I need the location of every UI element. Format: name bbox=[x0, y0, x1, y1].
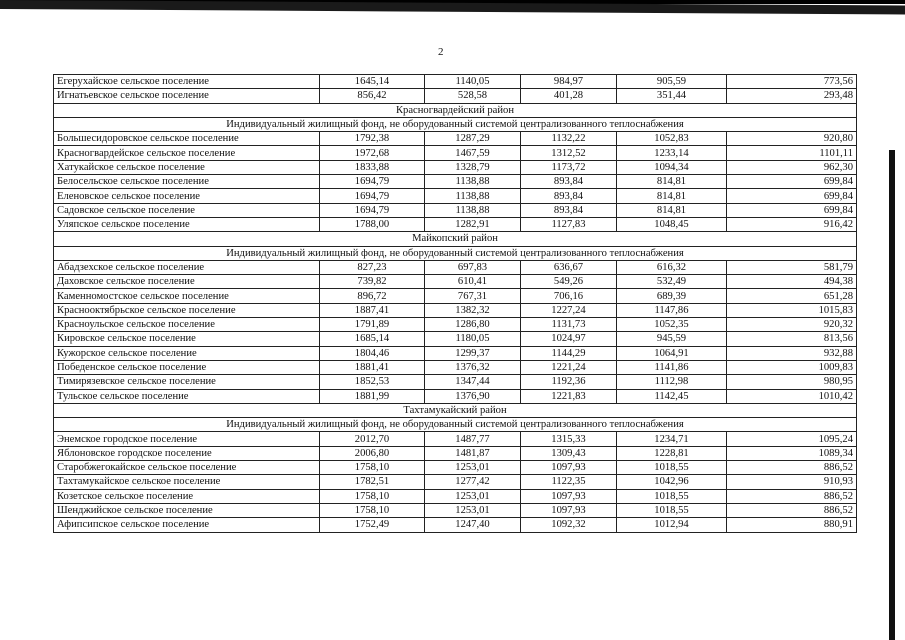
table-row bbox=[54, 518, 857, 532]
value-cell: 893,84 bbox=[521, 175, 617, 189]
value-cell: 1234,71 bbox=[617, 432, 727, 446]
settlement-name: Егерухайское сельское поселение bbox=[54, 75, 320, 89]
value-cell: 1180,05 bbox=[425, 332, 521, 346]
value-cell: 1347,44 bbox=[425, 375, 521, 389]
settlement-name: Энемское городское поселение bbox=[54, 432, 320, 446]
section-header: Тахтамукайский район bbox=[54, 403, 857, 417]
value-cell: 1147,86 bbox=[617, 303, 727, 317]
value-cell: 1228,81 bbox=[617, 446, 727, 460]
settlement-name: Абадзехское сельское поселение bbox=[54, 260, 320, 274]
settlement-name: Краснооктябрьское сельское поселение bbox=[54, 303, 320, 317]
table-row bbox=[54, 461, 857, 475]
settlement-name: Афипсипское сельское поселение bbox=[54, 518, 320, 532]
value-cell: 1299,37 bbox=[425, 346, 521, 360]
value-cell: 699,84 bbox=[727, 203, 857, 217]
value-cell: 1112,98 bbox=[617, 375, 727, 389]
section-header-row bbox=[54, 246, 857, 260]
value-cell: 1852,53 bbox=[320, 375, 425, 389]
settlement-name: Игнатьевское сельское поселение bbox=[54, 89, 320, 103]
section-header-row bbox=[54, 418, 857, 432]
value-cell: 549,26 bbox=[521, 275, 617, 289]
value-cell: 1009,83 bbox=[727, 360, 857, 374]
value-cell: 1277,42 bbox=[425, 475, 521, 489]
value-cell: 697,83 bbox=[425, 260, 521, 274]
value-cell: 910,93 bbox=[727, 475, 857, 489]
value-cell: 1144,29 bbox=[521, 346, 617, 360]
value-cell: 773,56 bbox=[727, 75, 857, 89]
value-cell: 962,30 bbox=[727, 160, 857, 174]
value-cell: 886,52 bbox=[727, 503, 857, 517]
value-cell: 1887,41 bbox=[320, 303, 425, 317]
settlement-name: Красногвардейское сельское поселение bbox=[54, 146, 320, 160]
value-cell: 1097,93 bbox=[521, 489, 617, 503]
table-row bbox=[54, 89, 857, 103]
value-cell: 699,84 bbox=[727, 189, 857, 203]
value-cell: 1094,34 bbox=[617, 160, 727, 174]
table-row bbox=[54, 217, 857, 231]
value-cell: 905,59 bbox=[617, 75, 727, 89]
table-row bbox=[54, 475, 857, 489]
settlement-name: Яблоновское городское поселение bbox=[54, 446, 320, 460]
value-cell: 1097,93 bbox=[521, 461, 617, 475]
value-cell: 814,81 bbox=[617, 175, 727, 189]
value-cell: 1253,01 bbox=[425, 489, 521, 503]
table-row bbox=[54, 332, 857, 346]
settlement-name: Каменномостское сельское поселение bbox=[54, 289, 320, 303]
value-cell: 651,28 bbox=[727, 289, 857, 303]
value-cell: 1141,86 bbox=[617, 360, 727, 374]
settlement-name: Старобжегокайское сельское поселение bbox=[54, 461, 320, 475]
section-header: Индивидуальный жилищный фонд, не оборудованный системой централизованного теплоснабжения bbox=[54, 117, 857, 131]
value-cell: 1881,99 bbox=[320, 389, 425, 403]
value-cell: 1052,35 bbox=[617, 318, 727, 332]
value-cell: 1309,43 bbox=[521, 446, 617, 460]
value-cell: 1064,91 bbox=[617, 346, 727, 360]
value-cell: 1382,32 bbox=[425, 303, 521, 317]
value-cell: 1221,24 bbox=[521, 360, 617, 374]
table-row bbox=[54, 189, 857, 203]
value-cell: 1018,55 bbox=[617, 503, 727, 517]
settlement-name: Еленовское сельское поселение bbox=[54, 189, 320, 203]
value-cell: 1758,10 bbox=[320, 489, 425, 503]
page-number: 2 bbox=[438, 46, 444, 58]
value-cell: 1233,14 bbox=[617, 146, 727, 160]
value-cell: 1694,79 bbox=[320, 175, 425, 189]
table-row bbox=[54, 303, 857, 317]
value-cell: 1024,97 bbox=[521, 332, 617, 346]
value-cell: 1376,32 bbox=[425, 360, 521, 374]
value-cell: 896,72 bbox=[320, 289, 425, 303]
value-cell: 1758,10 bbox=[320, 461, 425, 475]
value-cell: 2012,70 bbox=[320, 432, 425, 446]
table-row bbox=[54, 489, 857, 503]
table-row bbox=[54, 318, 857, 332]
table-row bbox=[54, 75, 857, 89]
settlement-name: Хатукайское сельское поселение bbox=[54, 160, 320, 174]
settlement-name: Тахтамукайское сельское поселение bbox=[54, 475, 320, 489]
value-cell: 1972,68 bbox=[320, 146, 425, 160]
value-cell: 1287,29 bbox=[425, 132, 521, 146]
table-row bbox=[54, 432, 857, 446]
value-cell: 1792,38 bbox=[320, 132, 425, 146]
value-cell: 1042,96 bbox=[617, 475, 727, 489]
value-cell: 636,67 bbox=[521, 260, 617, 274]
value-cell: 1192,36 bbox=[521, 375, 617, 389]
value-cell: 827,23 bbox=[320, 260, 425, 274]
value-cell: 984,97 bbox=[521, 75, 617, 89]
value-cell: 1376,90 bbox=[425, 389, 521, 403]
value-cell: 1791,89 bbox=[320, 318, 425, 332]
table-row bbox=[54, 389, 857, 403]
table-row bbox=[54, 289, 857, 303]
value-cell: 945,59 bbox=[617, 332, 727, 346]
value-cell: 528,58 bbox=[425, 89, 521, 103]
value-cell: 880,91 bbox=[727, 518, 857, 532]
value-cell: 1221,83 bbox=[521, 389, 617, 403]
value-cell: 980,95 bbox=[727, 375, 857, 389]
value-cell: 1227,24 bbox=[521, 303, 617, 317]
value-cell: 1487,77 bbox=[425, 432, 521, 446]
right-scan-edge bbox=[889, 150, 895, 640]
table-row bbox=[54, 160, 857, 174]
value-cell: 1048,45 bbox=[617, 217, 727, 231]
value-cell: 920,32 bbox=[727, 318, 857, 332]
value-cell: 886,52 bbox=[727, 461, 857, 475]
settlement-name: Победенское сельское поселение bbox=[54, 360, 320, 374]
value-cell: 1788,00 bbox=[320, 217, 425, 231]
table-row bbox=[54, 175, 857, 189]
table-row bbox=[54, 446, 857, 460]
table-row bbox=[54, 275, 857, 289]
value-cell: 1833,88 bbox=[320, 160, 425, 174]
table-row bbox=[54, 375, 857, 389]
value-cell: 1247,40 bbox=[425, 518, 521, 532]
tariff-table-body bbox=[54, 75, 857, 533]
settlement-name: Большесидоровское сельское поселение bbox=[54, 132, 320, 146]
value-cell: 1758,10 bbox=[320, 503, 425, 517]
value-cell: 689,39 bbox=[617, 289, 727, 303]
value-cell: 1694,79 bbox=[320, 189, 425, 203]
value-cell: 1018,55 bbox=[617, 461, 727, 475]
value-cell: 1142,45 bbox=[617, 389, 727, 403]
value-cell: 1140,05 bbox=[425, 75, 521, 89]
value-cell: 1092,32 bbox=[521, 518, 617, 532]
value-cell: 616,32 bbox=[617, 260, 727, 274]
settlement-name: Уляпское сельское поселение bbox=[54, 217, 320, 231]
value-cell: 1253,01 bbox=[425, 503, 521, 517]
value-cell: 1015,83 bbox=[727, 303, 857, 317]
settlement-name: Садовское сельское поселение bbox=[54, 203, 320, 217]
value-cell: 1095,24 bbox=[727, 432, 857, 446]
value-cell: 1012,94 bbox=[617, 518, 727, 532]
value-cell: 494,38 bbox=[727, 275, 857, 289]
table-row bbox=[54, 146, 857, 160]
value-cell: 814,81 bbox=[617, 203, 727, 217]
value-cell: 1481,87 bbox=[425, 446, 521, 460]
value-cell: 920,80 bbox=[727, 132, 857, 146]
value-cell: 581,79 bbox=[727, 260, 857, 274]
value-cell: 1328,79 bbox=[425, 160, 521, 174]
settlement-name: Кужорское сельское поселение bbox=[54, 346, 320, 360]
value-cell: 739,82 bbox=[320, 275, 425, 289]
value-cell: 1782,51 bbox=[320, 475, 425, 489]
value-cell: 886,52 bbox=[727, 489, 857, 503]
section-header: Индивидуальный жилищный фонд, не оборудованный системой централизованного теплоснабжения bbox=[54, 418, 857, 432]
value-cell: 1312,52 bbox=[521, 146, 617, 160]
value-cell: 1138,88 bbox=[425, 175, 521, 189]
settlement-name: Тимирязевское сельское поселение bbox=[54, 375, 320, 389]
value-cell: 610,41 bbox=[425, 275, 521, 289]
value-cell: 1685,14 bbox=[320, 332, 425, 346]
value-cell: 351,44 bbox=[617, 89, 727, 103]
value-cell: 813,56 bbox=[727, 332, 857, 346]
value-cell: 293,48 bbox=[727, 89, 857, 103]
value-cell: 1138,88 bbox=[425, 203, 521, 217]
value-cell: 1253,01 bbox=[425, 461, 521, 475]
value-cell: 1101,11 bbox=[727, 146, 857, 160]
settlement-name: Белосельское сельское поселение bbox=[54, 175, 320, 189]
value-cell: 699,84 bbox=[727, 175, 857, 189]
value-cell: 1645,14 bbox=[320, 75, 425, 89]
table-row bbox=[54, 503, 857, 517]
table-row bbox=[54, 360, 857, 374]
value-cell: 1018,55 bbox=[617, 489, 727, 503]
value-cell: 1804,46 bbox=[320, 346, 425, 360]
section-header-row bbox=[54, 403, 857, 417]
section-header-row bbox=[54, 232, 857, 246]
section-header: Индивидуальный жилищный фонд, не оборудованный системой централизованного теплоснабжения bbox=[54, 246, 857, 260]
value-cell: 1010,42 bbox=[727, 389, 857, 403]
value-cell: 932,88 bbox=[727, 346, 857, 360]
value-cell: 814,81 bbox=[617, 189, 727, 203]
section-header: Майкопский район bbox=[54, 232, 857, 246]
settlement-name: Шенджийское сельское поселение bbox=[54, 503, 320, 517]
settlement-name: Красноульское сельское поселение bbox=[54, 318, 320, 332]
value-cell: 2006,80 bbox=[320, 446, 425, 460]
value-cell: 1127,83 bbox=[521, 217, 617, 231]
value-cell: 532,49 bbox=[617, 275, 727, 289]
value-cell: 893,84 bbox=[521, 189, 617, 203]
table-row bbox=[54, 260, 857, 274]
value-cell: 916,42 bbox=[727, 217, 857, 231]
value-cell: 706,16 bbox=[521, 289, 617, 303]
section-header-row bbox=[54, 103, 857, 117]
value-cell: 1122,35 bbox=[521, 475, 617, 489]
value-cell: 1173,72 bbox=[521, 160, 617, 174]
section-header-row bbox=[54, 117, 857, 131]
value-cell: 401,28 bbox=[521, 89, 617, 103]
settlement-name: Тульское сельское поселение bbox=[54, 389, 320, 403]
value-cell: 767,31 bbox=[425, 289, 521, 303]
value-cell: 1286,80 bbox=[425, 318, 521, 332]
value-cell: 893,84 bbox=[521, 203, 617, 217]
value-cell: 1132,22 bbox=[521, 132, 617, 146]
table-row bbox=[54, 346, 857, 360]
value-cell: 1694,79 bbox=[320, 203, 425, 217]
value-cell: 1315,33 bbox=[521, 432, 617, 446]
value-cell: 1097,93 bbox=[521, 503, 617, 517]
value-cell: 1131,73 bbox=[521, 318, 617, 332]
table-row bbox=[54, 203, 857, 217]
value-cell: 1052,83 bbox=[617, 132, 727, 146]
value-cell: 1467,59 bbox=[425, 146, 521, 160]
value-cell: 1282,91 bbox=[425, 217, 521, 231]
settlement-name: Козетское сельское поселение bbox=[54, 489, 320, 503]
tariff-table bbox=[53, 74, 857, 533]
value-cell: 1089,34 bbox=[727, 446, 857, 460]
value-cell: 1881,41 bbox=[320, 360, 425, 374]
value-cell: 1138,88 bbox=[425, 189, 521, 203]
section-header: Красногвардейский район bbox=[54, 103, 857, 117]
settlement-name: Кировское сельское поселение bbox=[54, 332, 320, 346]
table-row bbox=[54, 132, 857, 146]
settlement-name: Даховское сельское поселение bbox=[54, 275, 320, 289]
value-cell: 856,42 bbox=[320, 89, 425, 103]
value-cell: 1752,49 bbox=[320, 518, 425, 532]
